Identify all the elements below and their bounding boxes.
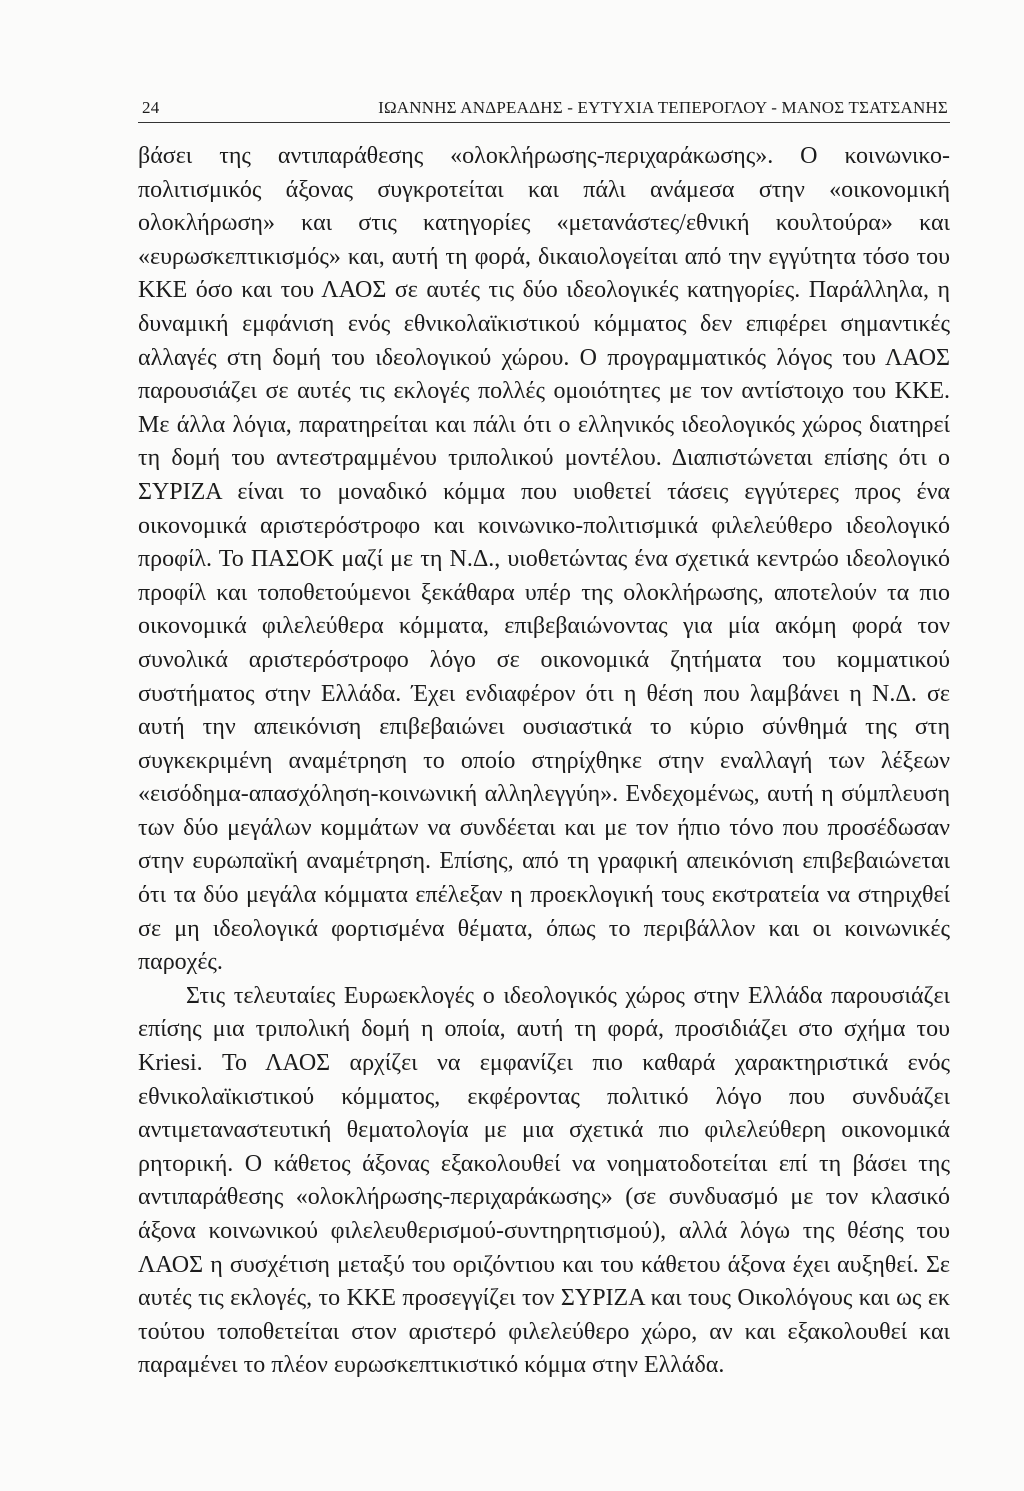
paragraph-1: βάσει της αντιπαράθεσης «ολοκλήρωσης-περιχαράκωσης». Ο κοινωνικο-πολιτισμικός άξονας συγκροτείται και πάλι ανάμεσα στην «οικονομική ολοκλήρωση» και στις κατηγορίες «μετανάστες/εθνική κουλτούρα» και «ευρωσκεπτικισμός» και, αυτή τη φορά, δικαιολογείται από την εγγύτητα τόσο του ΚΚΕ όσο και του ΛΑΟΣ σε αυτές τις δύο ιδεολογικές κατηγορίες. Παράλληλα, η δυναμική εμφάνιση ενός εθνικολαϊκιστικού κόμματος δεν επιφέρει σημαντικές αλλαγές στη δομή του ιδεολογικού χώρου. Ο προγραμματικός λόγος του ΛΑΟΣ παρουσιάζει σε αυτές τις εκλογές πολλές ομοιότητες με τον αντίστοιχο του ΚΚΕ. Με άλλα λόγια, παρατηρείται και πάλι ότι ο ελληνικός ιδεολογικός χώρος διατηρεί τη δομή του αντεστραμμένου τριπολικού μοντέλου. Διαπιστώνεται επίσης ότι ο ΣΥΡΙΖΑ είναι το μοναδικό κόμμα που υιοθετεί τάσεις εγγύτερες προς ένα οικονομικά αριστερόστροφο και κοινωνικο-πολιτισμικά φιλελεύθερο ιδεολογικό προφίλ. Το ΠΑΣΟΚ μαζί με τη Ν.Δ., υιοθετώντας ένα σχετικά κεντρώο ιδεολογικό προφίλ και τοποθετούμενοι ξεκάθαρα υπέρ της ολοκλήρωσης, αποτελούν τα πιο οικονομικά φιλελεύθερα κόμματα, επιβεβαιώνοντας για μία ακόμη φορά τον συνολικά αριστερόστροφο λόγο σε οικονομικά ζητήματα του κομματικού συστήματος στην Ελλάδα. Έχει ενδιαφέρον ότι η θέση που λαμβάνει η Ν.Δ. σε αυτή την απεικόνιση επιβεβαιώνει ουσιαστικά το κύριο σύνθημά της στη συγκεκριμένη αναμέτρηση το οποίο στηρίχθηκε στην εναλλαγή των λέξεων «εισόδημα-απασχόληση-κοινωνική αλληλεγγύη». Ενδεχομένως, αυτή η σύμπλευση των δύο μεγάλων κομμάτων να συνδέεται και με τον ήπιο τόνο που προσέδωσαν στην ευρωπαϊκή αναμέτρηση. Επίσης, από τη γραφική απεικόνιση επιβεβαιώνεται ότι τα δύο μεγάλα κόμματα επέλεξαν η προεκλογική τους εκστρατεία να στηριχθεί σε μη ιδεολογικά φορτισμένα θέματα, όπως το περιβάλλον και οι κοινωνικές παροχές. [138,143,950,976]
running-header [138,92,950,123]
paragraph-2: Στις τελευταίες Ευρωεκλογές ο ιδεολογικός χώρος στην Ελλάδα παρουσιάζει επίσης μια τριπολική δομή η οποία, αυτή τη φορά, προσιδιάζει στο σχήμα του Kriesi. Το ΛΑΟΣ αρχίζει να εμφανίζει πιο καθαρά χαρακτηριστικά ενός εθνικολαϊκιστικού κόμματος, εκφέροντας πολιτικό λόγο που συνδυάζει αντιμεταναστευτική θεματολογία με μια σχετικά πιο φιλελεύθερη οικονομικά ρητορική. Ο κάθετος άξονας εξακολουθεί να νοηματοδοτείται επί τη βάσει της αντιπαράθεσης «ολοκλήρωσης-περιχαράκωσης» (σε συνδυασμό με τον κλασικό άξονα κοινωνικού φιλελευθερισμού-συντηρητισμού), αλλά λόγω της θέσης του ΛΑΟΣ η συσχέτιση μεταξύ του οριζόντιου και του κάθετου άξονα έχει αυξηθεί. Σε αυτές τις εκλογές, το ΚΚΕ προσεγγίζει τον ΣΥΡΙΖΑ και τους Οικολόγους και ως εκ τούτου τοποθετείται στον αριστερό φιλελεύθερο χώρο, αν και εξακολουθεί και παραμένει το πλέον ευρωσκεπτικιστικό κόμμα στην Ελλάδα. [138,982,950,1379]
page-number: 24 [142,98,160,117]
body-text [138,140,950,1383]
header-authors: ΙΩΑΝΝΗΣ ΑΝΔΡΕΑΔΗΣ - ΕΥΤΥΧΙΑ ΤΕΠΕΡΟΓΛΟΥ - ΜΑΝΟΣ ΤΣΑΤΣΑΝΗΣ [378,98,948,117]
